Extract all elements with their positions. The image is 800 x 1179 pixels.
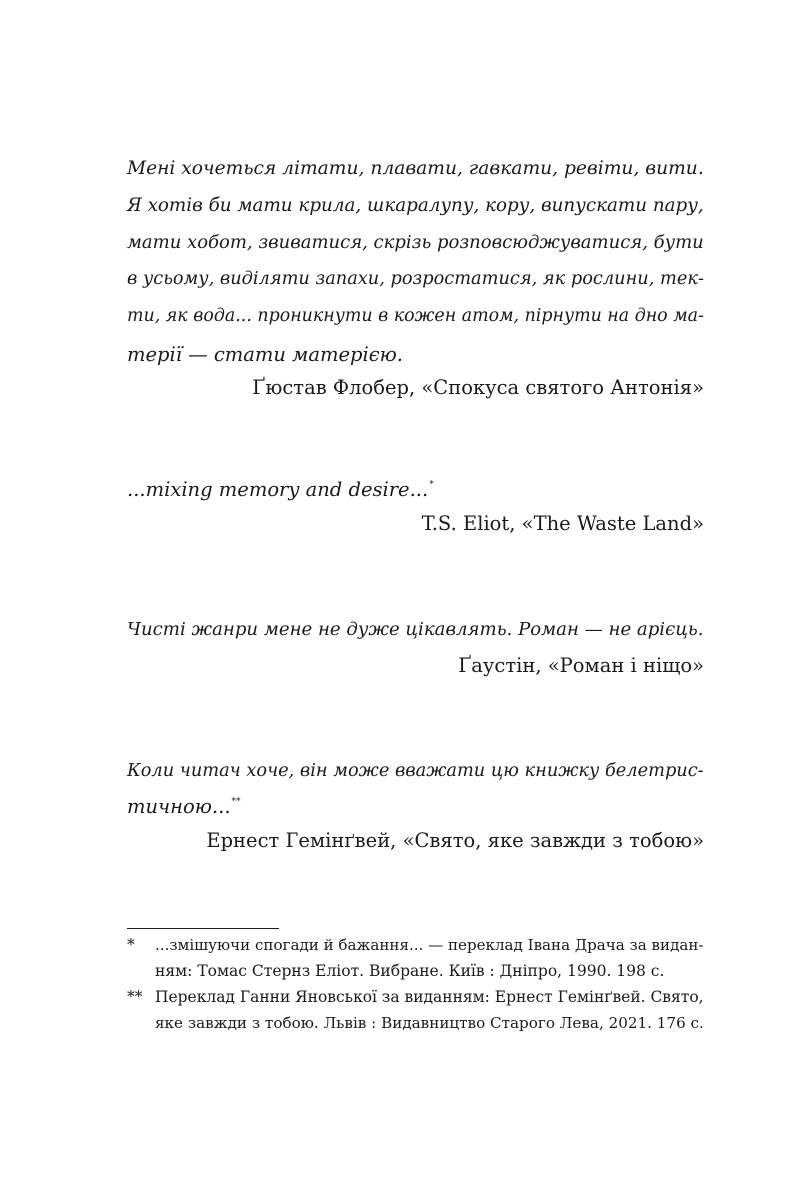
epigraph-line: Я хотів би мати крила, шкаралупу, кору, випускати пару, — [127, 195, 704, 216]
epigraph-line: терії — стати матерією. — [127, 343, 403, 366]
epigraph-line: в усьому, виділяти запахи, розростатися, як рослини, тек- — [127, 269, 704, 289]
epigraph-attribution: Ернест Гемінґвей, «Свято, яке завжди з тобою» — [206, 829, 704, 852]
epigraph-line: мати хобот, звиватися, скрізь розповсюджуватися, бути — [127, 232, 704, 253]
epigraph-line: ти, як вода... проникнути в кожен атом, пірнути на дно ма- — [127, 306, 704, 326]
footnote-reference: ** — [231, 797, 241, 807]
footnote-line: яке завжди з тобою. Львів : Видавництво Старого Лева, 2021. 176 с. — [155, 1014, 704, 1032]
footnote-reference: * — [429, 480, 434, 490]
footnote-divider — [127, 928, 279, 929]
footnote-line: ...змішуючи спогади й бажання... — переклад Івана Драча за видан- — [155, 936, 704, 954]
epigraph-line: ...mixing memory and desire...* — [127, 478, 434, 501]
footnote-marker: * — [127, 936, 135, 954]
epigraph-attribution: T.S. Eliot, «The Waste Land» — [421, 512, 704, 535]
footnote-marker: ** — [127, 988, 143, 1006]
footnote-line: ням: Томас Стернз Еліот. Вибране. Київ : Дніпро, 1990. 198 с. — [155, 962, 665, 980]
epigraph-line: тичною...** — [127, 795, 241, 818]
epigraph-line: Мені хочеться літати, плавати, гавкати, ревіти, вити. — [127, 158, 704, 179]
epigraph-line: Коли читач хоче, він може вважати цю книжку белетрис- — [127, 761, 704, 781]
footnote-line: Переклад Ганни Яновської за виданням: Ернест Гемінґвей. Свято, — [155, 988, 704, 1006]
epigraph-attribution: Ґаустін, «Роман і ніщо» — [458, 654, 704, 677]
epigraph-line: Чисті жанри мене не дуже цікавлять. Роман — не арієць. — [127, 619, 704, 640]
epigraph-attribution: Ґюстав Флобер, «Спокуса святого Антонія» — [252, 376, 704, 399]
